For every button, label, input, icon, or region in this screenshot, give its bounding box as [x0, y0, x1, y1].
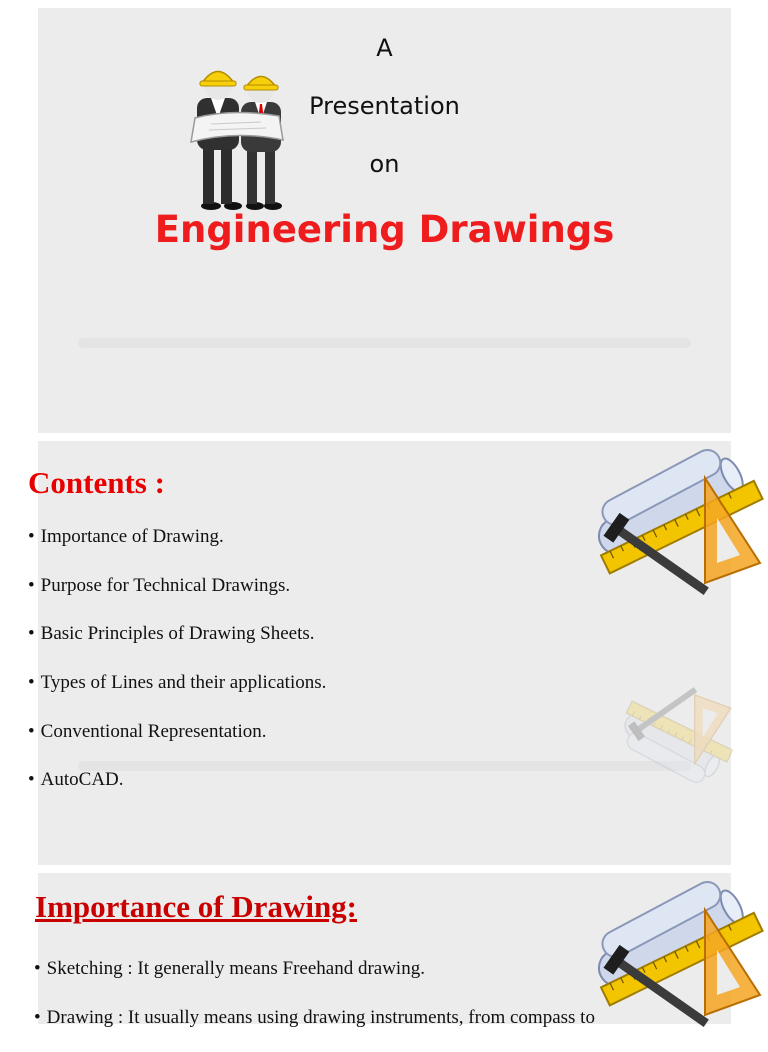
title-slide: [38, 8, 731, 433]
importance-list: [34, 955, 595, 1052]
title-line-presentation: Presentation: [309, 92, 460, 120]
contents-slide: [28, 441, 731, 865]
list-item: • Types of Lines and their applications.: [28, 672, 327, 694]
title-line-a: A: [376, 34, 393, 62]
list-item: • Conventional Representation.: [28, 720, 267, 742]
drafting-tools-image: [585, 433, 765, 608]
importance-heading: Importance of Drawing:: [35, 889, 358, 924]
watermark: [58, 238, 711, 337]
presentation-title: Engineering Drawings: [154, 208, 615, 251]
watermark-subline: [78, 338, 691, 348]
list-item: • Basic Principles of Drawing Sheets.: [28, 623, 315, 645]
drafting-tools-reflection: [585, 616, 765, 736]
list-item: • Sketching : It generally means Freehand drawing.: [34, 958, 425, 979]
engineers-illustration: [181, 56, 291, 216]
list-item: • Purpose for Technical Drawings.: [28, 574, 291, 596]
list-item: • Drawing : It usually means using drawing instruments, from compass to: [34, 1006, 595, 1028]
list-item: • AutoCAD.: [28, 769, 124, 791]
title-line-on: on: [369, 150, 400, 178]
drafting-tools-image: [585, 865, 765, 1040]
list-item: • Importance of Drawing.: [28, 526, 224, 547]
contents-heading: Contents :: [28, 465, 165, 500]
importance-slide: [34, 873, 731, 1028]
contents-list: [28, 523, 326, 815]
